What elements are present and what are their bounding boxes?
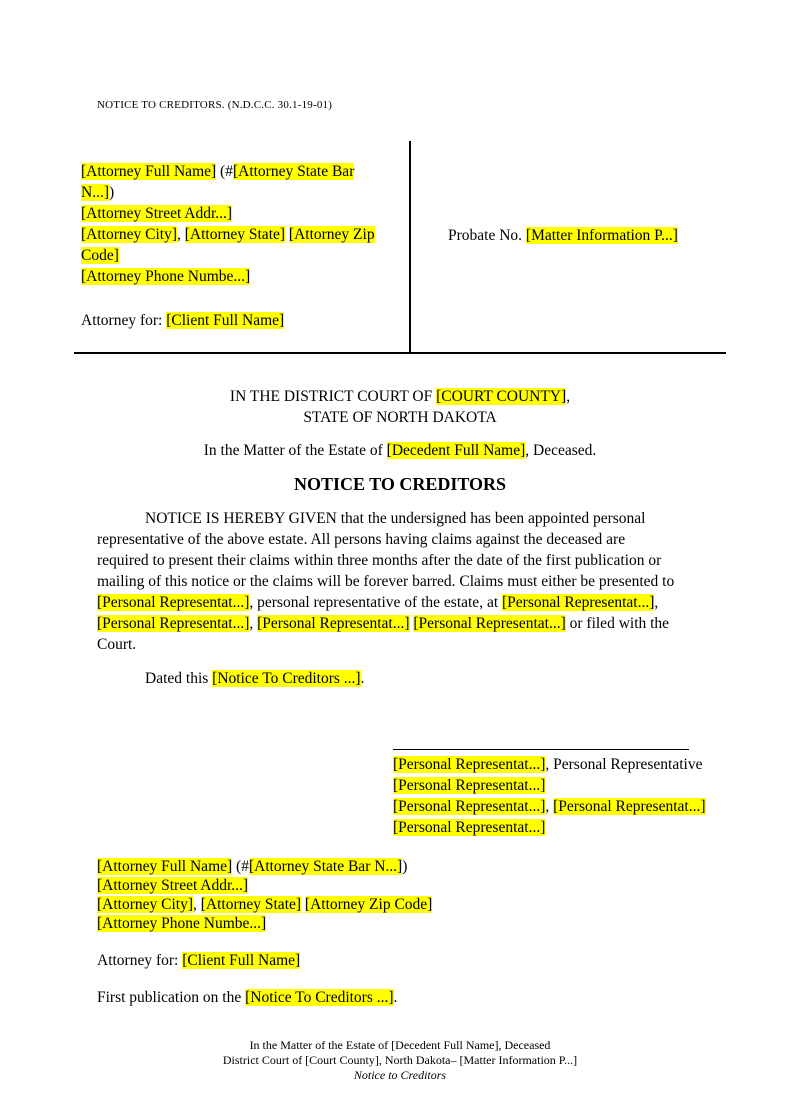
dated-prefix: Dated this <box>145 670 213 687</box>
footer-line2: District Court of [Court County], North Dakota– [Matter Information P...] <box>222 1053 578 1067</box>
attorney-for-bottom-label: Attorney for: <box>97 952 183 969</box>
attorney-state-field[interactable]: [Attorney State] <box>184 226 286 243</box>
atty-bottom-bar-prefix: (# <box>232 858 249 875</box>
attorney-phone-field[interactable]: [Attorney Phone Numbe...] <box>81 268 251 285</box>
atty-bottom-state-field[interactable]: [Attorney State] <box>200 896 302 913</box>
personal-rep-field-5[interactable]: [Personal Representat...] <box>413 615 566 632</box>
attorney-zip-field-a[interactable]: [Attorney Zip <box>288 226 375 243</box>
attorney-for-bottom-client-field[interactable]: [Client Full Name] <box>182 952 301 969</box>
caption-vertical-rule <box>409 141 411 353</box>
city-comma: , <box>177 226 185 243</box>
footer-line3: Notice to Creditors <box>353 1068 447 1082</box>
court-line2: STATE OF NORTH DAKOTA <box>303 409 497 426</box>
atty-bottom-bar-field[interactable]: [Attorney State Bar N...] <box>248 858 403 875</box>
attorney-city-field[interactable]: [Attorney City] <box>81 226 177 243</box>
dated-line <box>145 668 364 689</box>
court-county-field[interactable]: [COURT COUNTY] <box>436 388 567 405</box>
sig-line1 <box>393 754 706 775</box>
attorney-for-bottom <box>97 950 300 971</box>
client-full-name-field[interactable]: [Client Full Name] <box>166 312 285 329</box>
sig-pr-state-field[interactable]: [Personal Representat...] <box>553 798 706 815</box>
caption-attorney-line2 <box>81 182 401 203</box>
personal-rep-field-1[interactable]: [Personal Representat...] <box>97 594 250 611</box>
body-line2: representative of the above estate. All persons having claims against the deceased are <box>97 531 626 548</box>
probate-label: Probate No. <box>448 227 526 244</box>
body-line1: NOTICE IS HEREBY GIVEN that the undersigned has been appointed personal <box>145 510 646 527</box>
caption-attorney-line1 <box>81 161 401 182</box>
attorney-bar-field-a[interactable]: [Attorney State Bar <box>232 163 355 180</box>
caption-attorney-line4 <box>81 224 401 245</box>
probate-number-field[interactable]: [Matter Information P...] <box>525 227 678 244</box>
court-suffix: , <box>566 388 571 405</box>
personal-rep-field-4[interactable]: [Personal Representat...] <box>257 615 410 632</box>
bar-prefix: (# <box>216 163 233 180</box>
atty-bottom-zip-field[interactable]: [Attorney Zip Code] <box>304 896 433 913</box>
body-mid1: , personal representative of the estate, at <box>249 594 502 611</box>
sig-line2 <box>393 775 706 796</box>
sig-pr-phone-field[interactable]: [Personal Representat...] <box>393 819 546 836</box>
body-line5 <box>97 592 703 613</box>
attorney-bottom-block <box>97 857 432 933</box>
caption-attorney-line5 <box>81 245 401 266</box>
body-comma2: , <box>249 615 258 632</box>
caption-attorney-line3 <box>81 203 401 224</box>
sig-comma: , <box>545 798 554 815</box>
bar-suffix: ) <box>108 184 115 201</box>
footer-line1: In the Matter of the Estate of [Decedent Full Name], Deceased <box>249 1038 551 1052</box>
attorney-full-name-field[interactable]: [Attorney Full Name] <box>81 163 217 180</box>
attorney-bar-field-b[interactable]: N...] <box>81 184 109 201</box>
caption-attorney-for <box>81 310 284 331</box>
sig-pr-title: , Personal Representative <box>545 756 703 773</box>
caption-attorney-line6 <box>81 266 401 287</box>
court-heading <box>0 386 800 428</box>
atty-bottom-line2 <box>97 876 432 895</box>
body-line3: required to present their claims within three months after the date of the first publication or <box>97 552 662 569</box>
atty-bottom-city-field[interactable]: [Attorney City] <box>97 896 193 913</box>
atty-bottom-name-field[interactable]: [Attorney Full Name] <box>97 858 233 875</box>
decedent-name-field[interactable]: [Decedent Full Name] <box>386 442 526 459</box>
sig-line4 <box>393 817 706 838</box>
body-line4: mailing of this notice or the claims will be forever barred. Claims must either be presented to <box>97 573 675 590</box>
matter-prefix: In the Matter of the Estate of <box>203 442 387 459</box>
court-prefix: IN THE DISTRICT COURT OF <box>229 388 437 405</box>
attorney-for-label: Attorney for: <box>81 312 167 329</box>
atty-bottom-line3 <box>97 895 432 914</box>
header-note: NOTICE TO CREDITORS. (N.D.C.C. 30.1-19-01) <box>97 99 333 111</box>
body-comma1: , <box>654 594 659 611</box>
first-pub-field[interactable]: [Notice To Creditors ...] <box>245 989 394 1006</box>
matter-suffix: , Deceased. <box>525 442 597 459</box>
first-pub-suffix: . <box>393 989 398 1006</box>
atty-bottom-bar-suffix: ) <box>402 858 408 875</box>
notice-body <box>97 508 703 655</box>
attorney-zip-field-b[interactable]: Code] <box>81 247 119 264</box>
page-footer <box>0 1038 800 1083</box>
signature-line <box>393 749 689 750</box>
body-tail: or filed with the <box>565 615 670 632</box>
sig-pr-name-field[interactable]: [Personal Representat...] <box>393 756 546 773</box>
sig-pr-city-field[interactable]: [Personal Representat...] <box>393 798 546 815</box>
atty-bottom-comma: , <box>193 896 201 913</box>
signature-block <box>393 754 706 838</box>
document-title: NOTICE TO CREDITORS <box>293 474 507 494</box>
body-line7: Court. <box>97 636 137 653</box>
probate-number <box>448 225 678 246</box>
body-line6 <box>97 613 703 634</box>
caption-attorney-block <box>81 161 401 287</box>
dated-field[interactable]: [Notice To Creditors ...] <box>212 670 361 687</box>
atty-bottom-line1 <box>97 857 432 876</box>
caption-horizontal-rule <box>74 352 726 354</box>
dated-suffix: . <box>360 670 365 687</box>
matter-line <box>0 440 800 461</box>
personal-rep-field-3[interactable]: [Personal Representat...] <box>97 615 250 632</box>
court-line1 <box>0 386 800 407</box>
sig-line3 <box>393 796 706 817</box>
first-pub-prefix: First publication on the <box>97 989 246 1006</box>
atty-bottom-phone-field[interactable]: [Attorney Phone Numbe...] <box>97 915 267 932</box>
atty-bottom-line4 <box>97 914 432 933</box>
first-publication-line <box>97 987 397 1008</box>
sig-pr-address-field[interactable]: [Personal Representat...] <box>393 777 546 794</box>
attorney-street-field[interactable]: [Attorney Street Addr...] <box>81 205 233 222</box>
atty-bottom-street-field[interactable]: [Attorney Street Addr...] <box>97 877 249 894</box>
personal-rep-field-2[interactable]: [Personal Representat...] <box>502 594 655 611</box>
